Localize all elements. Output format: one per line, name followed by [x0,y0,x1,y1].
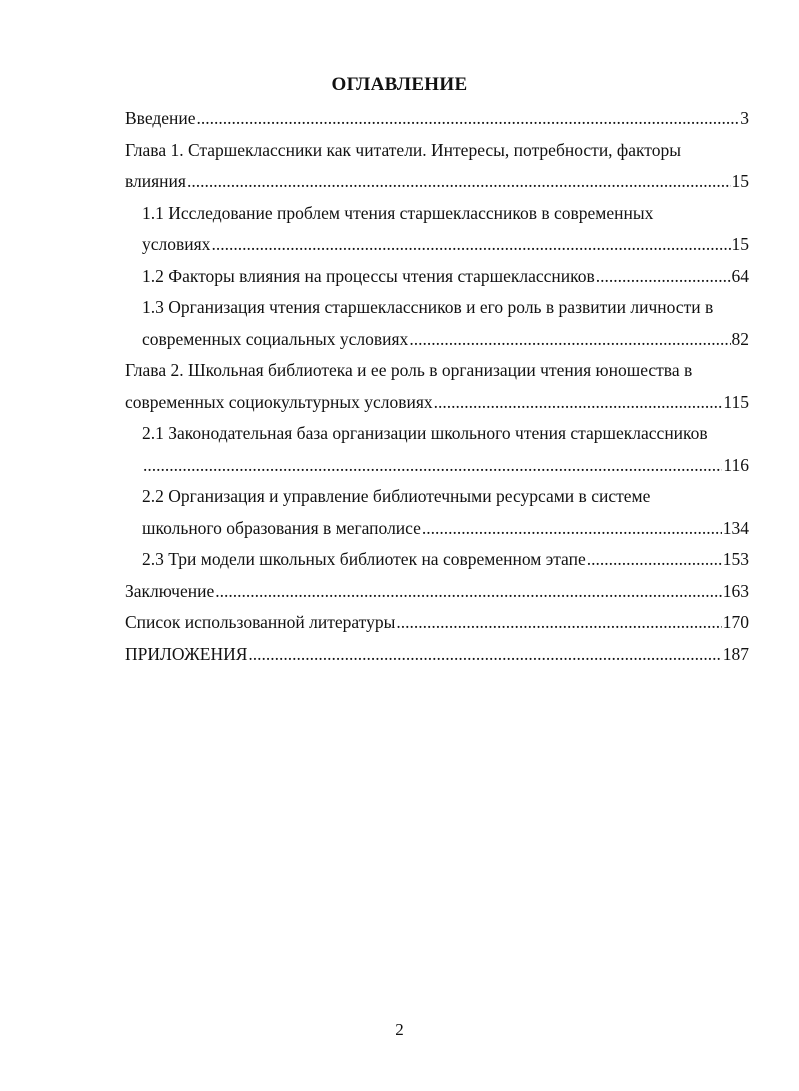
toc-entry-text-continued: школьного образования в мегаполисе [142,517,421,538]
toc-entry-text: 2.3 Три модели школьных библиотек на современном этапе [142,549,586,569]
toc-entry-text: Заключение [125,580,215,601]
toc-entry-text: 2.1 Законодательная база организации школьного чтения старшеклассников [142,423,708,443]
toc-entry-chapter-2[interactable] [125,355,749,418]
dot-leader [197,103,740,135]
toc-page-number: 82 [731,328,749,349]
toc-entry-introduction[interactable] [125,103,749,135]
toc-entry-text: 1.2 Факторы влияния на процессы чтения старшеклассников [142,265,595,286]
toc-entry-text: Глава 2. Школьная библиотека и ее роль в организации чтения юношества в [125,360,693,380]
toc-entry-section-2-1[interactable] [125,418,749,481]
dot-leader [596,261,731,293]
toc-page-number: 170 [722,612,749,632]
table-of-contents [125,103,749,670]
toc-entry-text: 1.3 Организация чтения старшеклассников и его роль в развитии личности в [142,297,714,317]
toc-entry-text-continued: современных социальных условиях [142,328,409,349]
toc-entry-text: Список использованной литературы [125,612,396,632]
toc-entry-chapter-1[interactable] [125,135,749,198]
dot-leader [396,607,721,639]
dot-leader [143,450,722,482]
dot-leader [187,166,731,198]
toc-entry-text-continued: влияния [125,171,186,191]
toc-entry-text: 2.2 Организация и управление библиотечными ресурсами в системе [142,486,651,506]
toc-entry-text-continued: современных социокультурных условиях [125,391,433,412]
toc-entry-section-2-3[interactable] [125,544,749,576]
toc-page-number: 163 [722,580,749,601]
toc-entry-appendices[interactable] [125,639,749,671]
toc-page-number: 153 [722,549,749,569]
dot-leader [587,544,722,576]
dot-leader [409,324,730,356]
dot-leader [434,387,723,419]
toc-entry-section-1-1[interactable] [125,198,749,261]
toc-entry-section-1-2[interactable] [125,261,749,293]
toc-page-number: 115 [723,391,749,412]
dot-leader [215,576,722,608]
toc-page-number: 15 [731,171,749,191]
toc-page-number: 116 [723,454,749,475]
page-number: 2 [395,1020,404,1039]
toc-page-number: 64 [731,265,749,286]
toc-entry-text: Глава 1. Старшеклассники как читатели. Интересы, потребности, факторы [125,139,681,160]
toc-page-number: 134 [722,517,749,538]
toc-entry-text: 1.1 Исследование проблем чтения старшеклассников в современных [142,202,654,223]
toc-entry-references[interactable] [125,607,749,639]
dot-leader [248,639,721,671]
toc-page-number: 3 [740,108,749,128]
toc-entry-conclusion[interactable] [125,576,749,608]
dot-leader [422,513,722,545]
toc-entry-section-1-3[interactable] [125,292,749,355]
toc-entry-text: ПРИЛОЖЕНИЯ [125,643,248,664]
toc-entry-text: Введение [125,108,196,128]
dot-leader [211,229,730,261]
toc-title: ОГЛАВЛЕНИЕ [331,74,468,95]
toc-page-number: 15 [731,234,749,254]
toc-page-number: 187 [722,643,749,664]
toc-entry-section-2-2[interactable] [125,481,749,544]
toc-entry-text-continued: условиях [142,234,211,254]
